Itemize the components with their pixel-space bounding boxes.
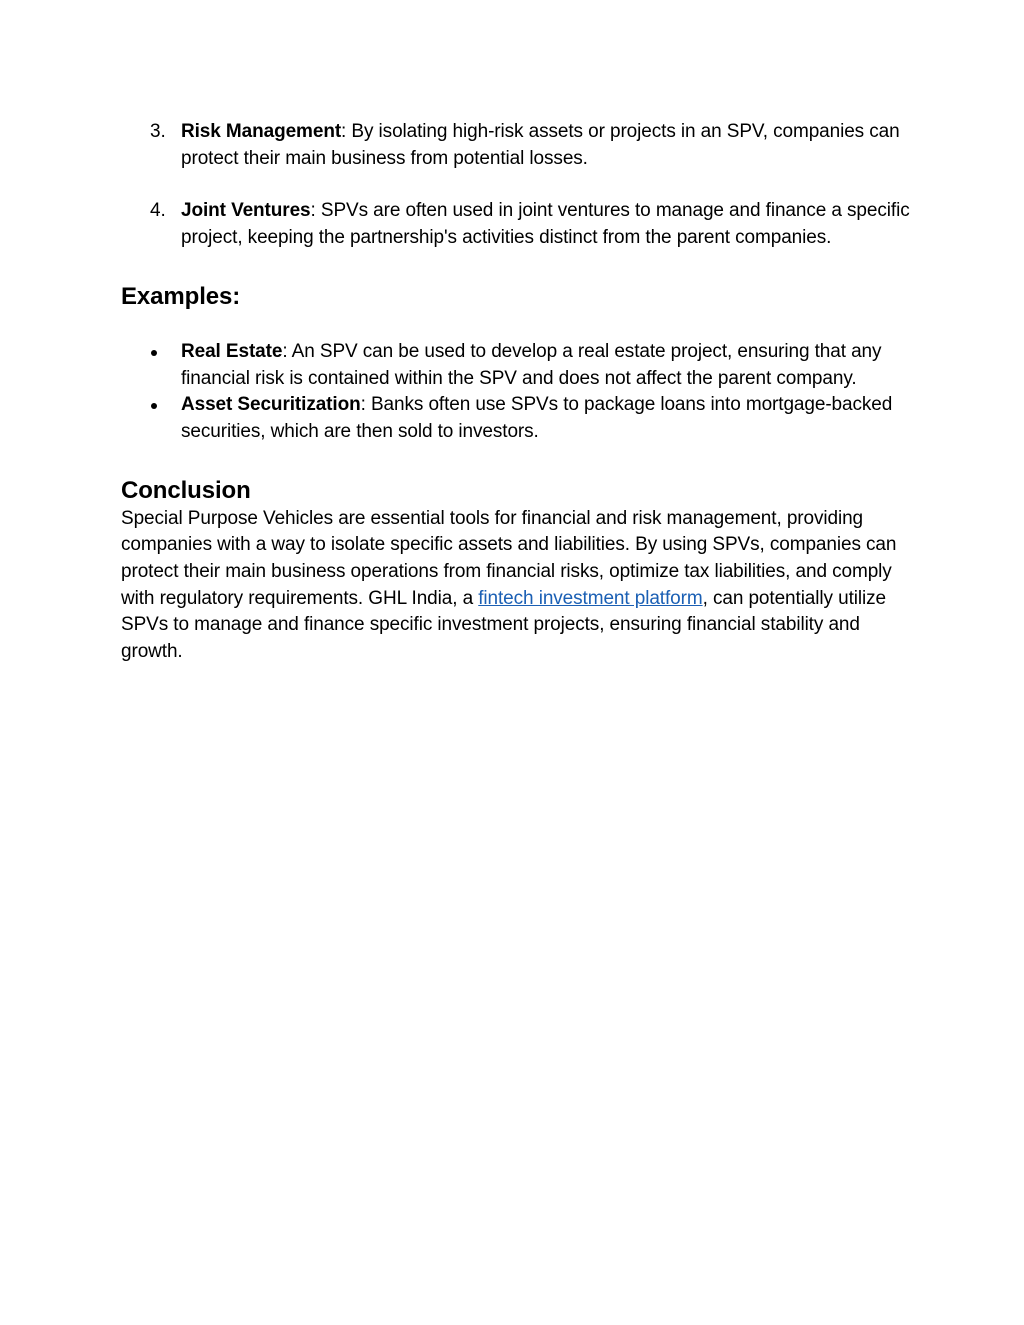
item-text: : By isolating high-risk assets or projects in an SPV, companies can protect their main business from potential losses. [181,121,900,169]
document-content [121,119,911,666]
list-number: 4. [150,200,166,222]
item-term: Asset Securitization [181,394,361,416]
item-text: : SPVs are often used in joint ventures to manage and finance a specific project, keeping the partnership's activities distinct from the parent companies. [181,200,910,249]
conclusion-text-start: Special Purpose Vehicles are essential tools for financial and risk management, providing companies with a way to isolate specific assets and liabilities. By using SPVs, companies can protect their main business operations from financial risks, optimize tax liabilities, and comply with regulatory requirements. GHL India, a [121,507,897,609]
list-item-asset-securitization [121,392,911,445]
item-term: Joint Ventures [181,200,311,222]
numbered-item-risk-management [121,119,911,172]
numbered-item-joint-ventures [121,198,911,251]
item-term: Risk Management [181,121,342,142]
examples-list [121,339,911,446]
conclusion-paragraph [121,506,911,666]
spacer [121,172,911,198]
list-item-real-estate [121,339,911,392]
list-number: 3. [150,121,166,142]
examples-heading: Examples: [121,282,241,310]
bullet-icon [151,350,157,356]
fintech-investment-platform-link[interactable]: fintech investment platform [478,587,703,609]
conclusion-heading: Conclusion [121,476,251,504]
item-text: : Banks often use SPVs to package loans into mortgage-backed securities, which are then sold to investors. [181,394,893,442]
conclusion-text-end: , can potentially utilize SPVs to manage and finance specific investment projects, ensuring financial stability and growth. [121,587,886,663]
item-term: Real Estate [181,340,283,362]
item-text: : An SPV can be used to develop a real estate project, ensuring that any financial risk is contained within the SPV and does not affect the parent company. [181,340,882,389]
bullet-icon [151,403,157,409]
